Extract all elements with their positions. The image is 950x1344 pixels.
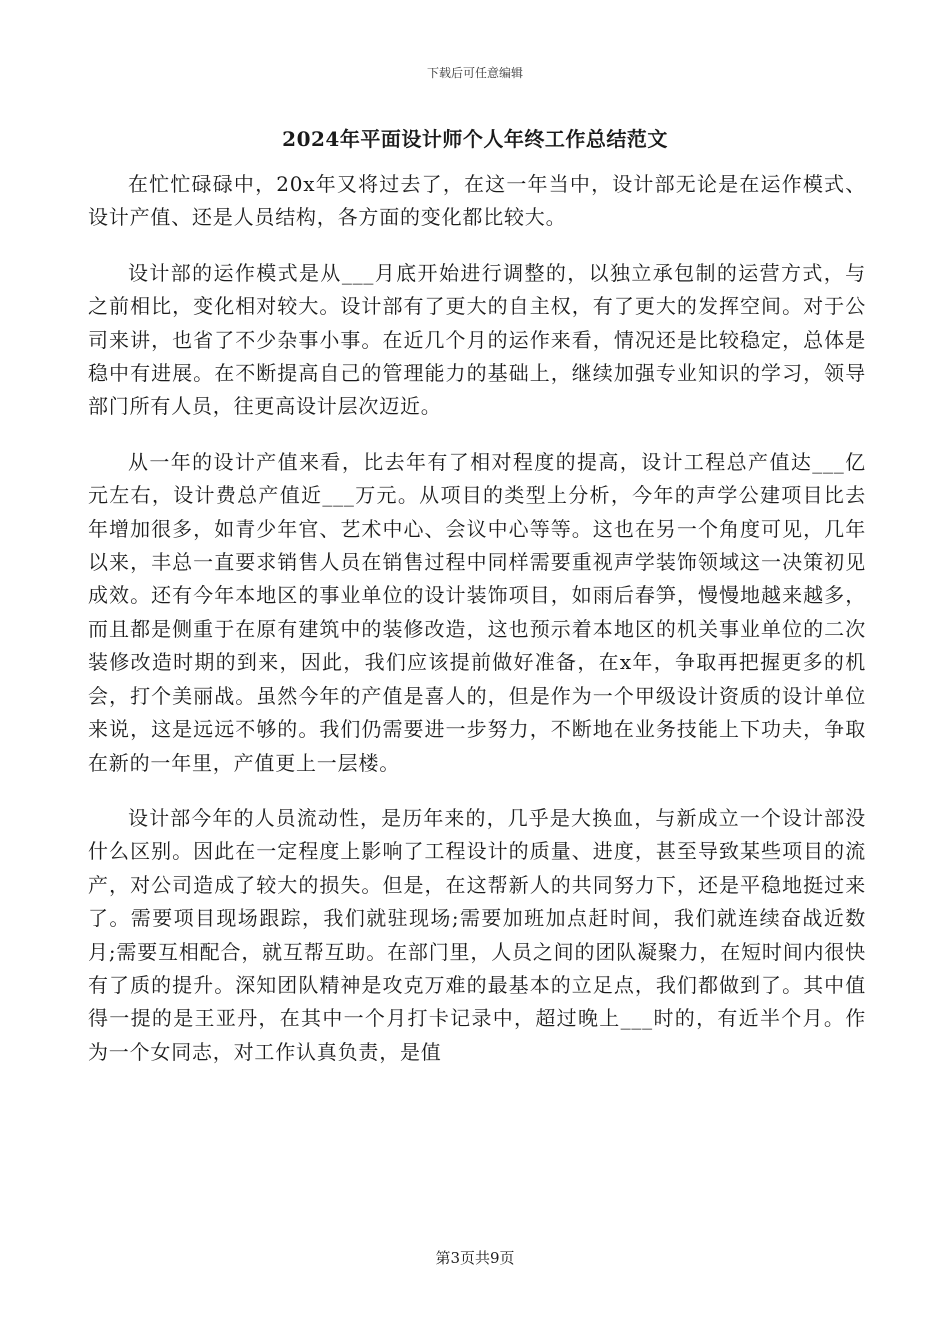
header-note: 下载后可任意编辑 [426,66,523,80]
paragraph-2: 设计部的运作模式是从___月底开始进行调整的，以独立承包制的运营方式，与之前相比，变化相对较大。设计部有了更大的自主权，有了更大的发挥空间。对于公司来讲，也省了不少杂事小事。在近几个月的运作来看，情况还是比较稳定，总体是稳中有进展。在不断提高自己的管理能力的基础上，继续加强专业知识的学习，领导部门所有人员，往更高设计层次迈近。 [88,260,866,419]
paragraph-3: 从一年的设计产值来看，比去年有了相对程度的提高，设计工程总产值达___亿元左右，设计费总产值近___万元。从项目的类型上分析，今年的声学公建项目比去年增加很多，如青少年官、艺术中心、会议中心等等。这也在另一个角度可见，几年以来，丰总一直要求销售人员在销售过程中同样需要重视声学装饰领域这一决策初见成效。还有今年本地区的事业单位的设计装饰项目，如雨后春笋，慢慢地越来越多，而且都是侧重于在原有建筑中的装修改造，这也预示着本地区的机关事业单位的二次装修改造时期的到来，因此，我们应该提前做好准备，在x年，争取再把握更多的机会，打个美丽战。虽然今年的产值是喜人的，但是作为一个甲级设计资质的设计单位来说，这是远远不够的。我们仍需要进一步努力，不断地在业务技能上下功夫，争取在新的一年里，产值更上一层楼。 [88,449,866,775]
paragraph-4: 设计部今年的人员流动性，是历年来的，几乎是大换血，与新成立一个设计部没什么区别。因此在一定程度上影响了工程设计的质量、进度，甚至导致某些项目的流产，对公司造成了较大的损失。但是，在这帮新人的共同努力下，还是平稳地挺过来了。需要项目现场跟踪，我们就驻现场;需要加班加点赶时间，我们就连续奋战近数月;需要互相配合，就互帮互助。在部门里，人员之间的团队凝聚力，在短时间内很快有了质的提升。深知团队精神是攻克万难的最基本的立足点，我们都做到了。其中值得一提的是王亚丹，在其中一个月打卡记录中，超过晚上___时的，有近半个月。作为一个女同志，对工作认真负责，是值 [88,805,866,1064]
paragraph-1: 在忙忙碌碌中，20x年又将过去了，在这一年当中，设计部无论是在运作模式、设计产值、还是人员结构，各方面的变化都比较大。 [88,172,866,230]
document-title: 2024年平面设计师个人年终工作总结范文 [282,127,668,151]
document-body [88,168,866,1091]
page-number: 第3页共9页 [435,1249,515,1267]
